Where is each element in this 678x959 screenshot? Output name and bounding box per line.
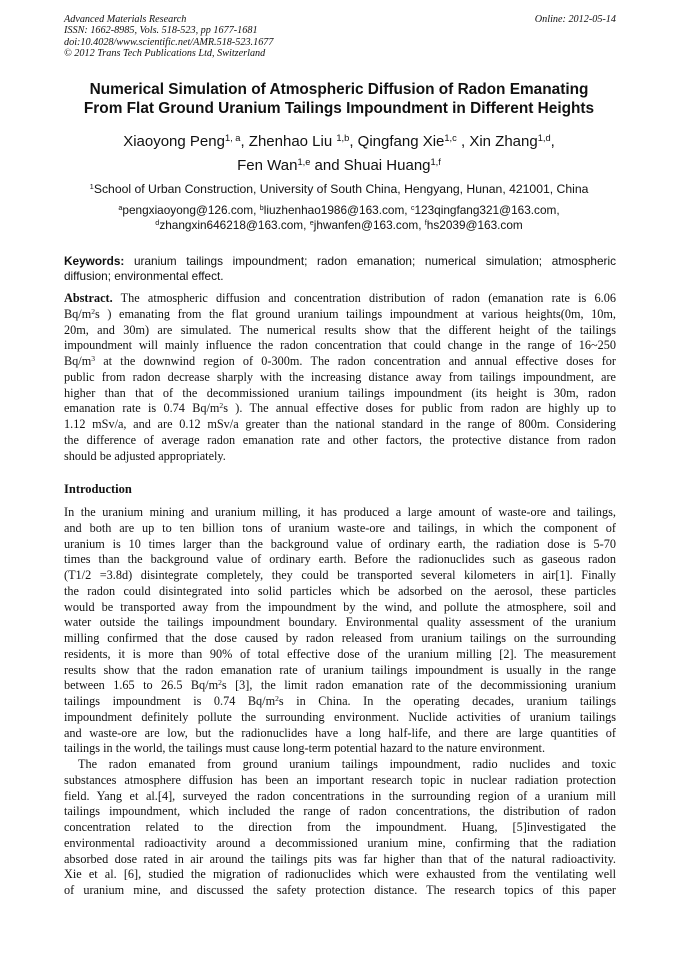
intro-line: The radon emanated from ground uranium tailings impoundment, radio nuclides and toxic bbox=[78, 757, 616, 771]
keywords bbox=[64, 254, 616, 284]
abstract-line: the difference of average radon emanation rate and other factors, the protective distance from radon bbox=[64, 432, 616, 447]
journal-header bbox=[64, 14, 616, 60]
intro-line: absorbed dose rated in air around the tailings pits was far higher than that of the natural radioactivity. bbox=[64, 851, 616, 866]
journal-name: Advanced Materials Research bbox=[64, 14, 187, 25]
author-affiliation-mark: 1,d bbox=[537, 132, 551, 143]
email-mark: e bbox=[309, 217, 314, 227]
paper-title bbox=[40, 80, 638, 118]
intro-line: water outside the tailings impoundment boundary. Environmental quality assessment of the uranium bbox=[64, 615, 616, 630]
abstract-line: $Bq/m^3$ at the downwind region of 0-300m. The radon concentration and annual effective doses for bbox=[64, 353, 616, 368]
abstract-line: Abstract. The atmospheric diffusion and concentration distribution of radon (emanation rate is 6.06 bbox=[64, 291, 616, 305]
email-address[interactable]: hs2039@163.com bbox=[426, 218, 523, 232]
author-affiliation-mark: 1,c bbox=[444, 132, 457, 143]
author-separator: , bbox=[550, 133, 555, 150]
title-line-1: Numerical Simulation of Atmospheric Diffusion of Radon Emanating bbox=[89, 81, 589, 98]
author-name: Xin Zhang bbox=[469, 133, 538, 150]
email-line-1 bbox=[40, 203, 638, 218]
online-date: Online: 2012-05-14 bbox=[534, 14, 616, 25]
email-mark: b bbox=[259, 202, 264, 212]
intro-line: milling confirmed that the dose caused by radon released from uranium tailings on the surrounding bbox=[64, 631, 616, 645]
email-list bbox=[40, 203, 638, 233]
keywords-line: Keywords: uranium tailings impoundment; radon emanation; numerical simulation; atmospheric bbox=[64, 254, 616, 268]
intro-line: impoundment definitely pollute the surrounding environment. Nuclide activities of uranium tailings bbox=[64, 709, 616, 724]
intro-line: residents, it is more than 90% of total effective dose of the uranium milling [2]. The measurement bbox=[64, 646, 616, 661]
intro-line: would be transported away from the impoundment by the wind, and pollute the atmosphere, soil and bbox=[64, 599, 616, 614]
author-name: Shuai Huang bbox=[343, 157, 431, 174]
abstract-line: 1.12 mSv/a, and are 0.12 mSv/a greater than the national standard in the range of 800m. Considering bbox=[64, 417, 616, 431]
author-name: Fen Wan bbox=[237, 157, 298, 174]
intro-line: tailings in the world, the tailings must cause long-term potential hazard to the nature environment. bbox=[64, 741, 546, 756]
affiliation bbox=[40, 182, 638, 197]
author-separator: , bbox=[240, 133, 249, 150]
intro-line: tailings impoundment, which included the range of radon concentrations, the distribution of radon bbox=[64, 804, 616, 819]
intro-line: and both are up to ten billion tons of uranium waste-ore and tailings, in which the component of bbox=[64, 520, 616, 535]
intro-line: In the uranium mining and uranium milling, it has produced a large amount of waste-ore and tailings, bbox=[64, 505, 616, 519]
intro-line: substances atmosphere diffusion has been an important research topic in nuclear radiation protection bbox=[64, 772, 616, 787]
author-name: Zhenhao Liu bbox=[248, 133, 337, 150]
intro-line: field. Yang et al.[4], surveyed the radon concentrations in the surrounding region of a uranium mill bbox=[64, 788, 616, 803]
intro-line: the radon could disintegrated into solid particles which be adsorbed on the aerosol, these particles bbox=[64, 583, 616, 598]
abstract-line: 20m, and 30m) are simulated. The numerical results show that the different height of the tailings bbox=[64, 322, 616, 337]
author-line-2 bbox=[40, 154, 638, 178]
email-address[interactable]: pengxiaoyong@126.com, bbox=[122, 203, 260, 217]
affiliation-text: School of Urban Construction, University of South China, Hengyang, Hunan, 421001, China bbox=[93, 182, 589, 196]
abstract-line: higher than that of the decommissioned uranium tailings impoundment (its height is 30m, radon bbox=[64, 385, 616, 400]
email-mark: f bbox=[424, 217, 427, 227]
intro-line: uranium is 10 times larger than the background value of ordinary earth, the radiation dose is 5-70 bbox=[64, 536, 616, 551]
journal-issn: ISSN: 1662-8985, Vols. 518-523, pp 1677-1681 bbox=[64, 25, 258, 37]
email-address[interactable]: jhwanfen@163.com, bbox=[313, 218, 425, 232]
email-mark: a bbox=[118, 202, 123, 212]
intro-line: environmental radioactivity around a decommissioned uranium mine, confirming that the radiation bbox=[64, 835, 616, 850]
author-separator: and bbox=[310, 157, 344, 174]
introduction-body bbox=[64, 505, 616, 899]
author-affiliation-mark: 1,f bbox=[430, 156, 441, 167]
affiliation-mark: 1 bbox=[89, 181, 94, 191]
intro-line: Xie et al. [6], studied the migration of radionuclides which were exhausted from the ventilating well bbox=[64, 867, 616, 882]
abstract-line: $Bq/m^2s$ ) emanating from the flat ground uranium tailings impoundment at various heights(0m, 10m, bbox=[64, 306, 616, 321]
author-name: Xiaoyong Peng bbox=[123, 133, 225, 150]
email-address[interactable]: zhangxin646218@163.com, bbox=[159, 218, 310, 232]
intro-line: (T1/2 =3.8d) disintegrate completely, they could be transported several kilometers in air[1]. Finally bbox=[64, 568, 616, 582]
journal-copyright: © 2012 Trans Tech Publications Ltd, Switzerland bbox=[64, 48, 266, 60]
author-line-1 bbox=[40, 130, 638, 154]
author-list bbox=[40, 130, 638, 178]
intro-line: of uranium mine, and discussed the safety protection distance. The research topics of this paper bbox=[64, 883, 616, 897]
intro-line: between 1.65 to 26.5 $Bq/m^2s$ [3], the limit radon emanation rate of the decommissioning uranium bbox=[64, 678, 616, 693]
title-line-2: From Flat Ground Uranium Tailings Impoundment in Different Heights bbox=[83, 100, 595, 117]
keywords-label: Keywords: bbox=[64, 254, 125, 268]
intro-line: and waste-ore are low, but the radionuclides have a long half-life, and there are large quantities of bbox=[64, 725, 616, 740]
email-address[interactable]: 123qingfang321@163.com, bbox=[414, 203, 560, 217]
intro-line: results show that the radon emanation rate of uranium tailings impoundment is usually in the range bbox=[64, 662, 616, 677]
email-mark: d bbox=[155, 217, 160, 227]
author-affiliation-mark: 1,b bbox=[336, 132, 350, 143]
intro-line: times than the background value of ordinary earth. Before the radionuclides such as gaseous radon bbox=[64, 552, 616, 567]
author-name: Qingfang Xie bbox=[357, 133, 445, 150]
abstract-line: public from radon decrease sharply with the increasing distance away from tailings impoundment, are bbox=[64, 369, 616, 384]
email-mark: c bbox=[410, 202, 415, 212]
abstract-line: should be adjusted appropriately. bbox=[64, 448, 226, 463]
author-separator: , bbox=[456, 133, 470, 150]
email-line-2 bbox=[40, 218, 638, 233]
intro-line: tailings impoundment is 0.74 $Bq/m^2s$ in China. In the operating decades, uranium tailings bbox=[64, 693, 616, 708]
abstract bbox=[64, 291, 616, 464]
abstract-line: emanation rate is 0.74 $Bq/m^2s$ ). The annual effective doses for public from radon are highly up to bbox=[64, 401, 616, 416]
keywords-line: diffusion; environmental effect. bbox=[64, 269, 224, 283]
email-address[interactable]: liuzhenhao1986@163.com, bbox=[263, 203, 411, 217]
intro-line: concentration related to the direction from the impoundment. Huang, [5]investigated the bbox=[64, 820, 616, 834]
journal-doi: doi:10.4028/www.scientific.net/AMR.518-523.1677 bbox=[64, 36, 274, 48]
section-heading-introduction: Introduction bbox=[64, 482, 132, 496]
abstract-label: Abstract. bbox=[64, 291, 113, 305]
author-affiliation-mark: 1,e bbox=[297, 156, 311, 167]
abstract-line: impoundment will mainly influence the radon concentration that could change in the range of 16~250 bbox=[64, 338, 616, 353]
author-affiliation-mark: 1, a bbox=[224, 132, 241, 143]
author-separator: , bbox=[349, 133, 358, 150]
